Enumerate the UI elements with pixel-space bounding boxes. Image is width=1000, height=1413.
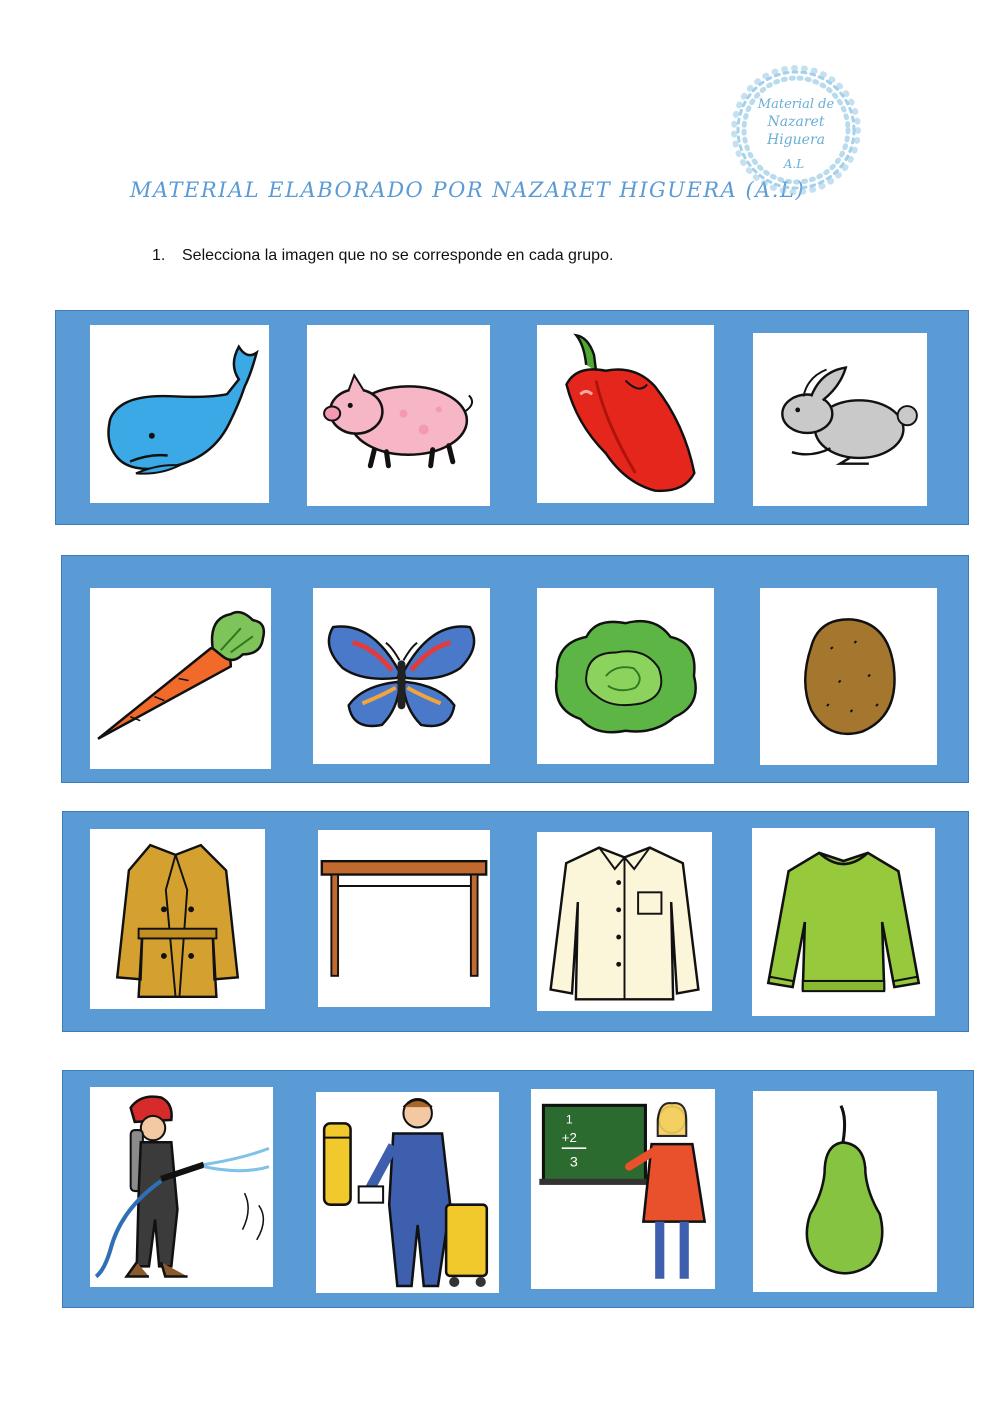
lettuce-icon xyxy=(537,588,714,764)
option-lettuce[interactable] xyxy=(537,588,714,764)
option-rabbit[interactable] xyxy=(753,333,927,506)
option-table[interactable] xyxy=(318,830,490,1007)
logo-seal xyxy=(728,64,868,198)
option-sweater[interactable] xyxy=(752,828,935,1016)
option-teacher[interactable] xyxy=(531,1089,715,1289)
pear-icon xyxy=(753,1091,937,1292)
option-pig[interactable] xyxy=(307,325,490,506)
instruction-text: Selecciona la imagen que no se corresponde en cada grupo. xyxy=(182,247,614,264)
butterfly-icon xyxy=(313,588,490,764)
teacher-icon xyxy=(531,1089,715,1289)
board-text-1: 1 xyxy=(565,1112,573,1127)
red-pepper-icon xyxy=(537,325,714,503)
option-butterfly[interactable] xyxy=(313,588,490,764)
option-firefighter[interactable] xyxy=(90,1087,273,1287)
firefighter-icon xyxy=(90,1087,273,1287)
potato-icon xyxy=(760,588,937,765)
logo-line-3: Higuera xyxy=(767,132,825,148)
page-title: MATERIAL ELABORADO POR NAZARET HIGUERA (A.L) xyxy=(130,178,806,202)
logo-line-2: Nazaret xyxy=(767,114,825,130)
whale-icon xyxy=(90,325,269,503)
board-text-2: +2 xyxy=(561,1130,577,1146)
sweater-icon xyxy=(752,828,935,1016)
instruction xyxy=(152,247,613,265)
shirt-icon xyxy=(537,832,712,1011)
option-carrot[interactable] xyxy=(90,588,271,769)
coat-icon xyxy=(90,829,265,1009)
logo-line-4: A.L xyxy=(783,157,805,171)
option-coat[interactable] xyxy=(90,829,265,1009)
table-icon xyxy=(318,830,490,1007)
option-potato[interactable] xyxy=(760,588,937,765)
postman-icon xyxy=(316,1092,499,1293)
option-postman[interactable] xyxy=(316,1092,499,1293)
option-shirt[interactable] xyxy=(537,832,712,1011)
option-whale[interactable] xyxy=(90,325,269,503)
carrot-icon xyxy=(90,588,271,769)
instruction-number: 1. xyxy=(152,247,166,264)
rabbit-icon xyxy=(753,333,927,506)
pig-icon xyxy=(307,325,490,506)
logo-line-1: Material de xyxy=(757,97,835,112)
option-pear[interactable] xyxy=(753,1091,937,1292)
option-red-pepper[interactable] xyxy=(537,325,714,503)
board-text-3: 3 xyxy=(569,1154,578,1171)
